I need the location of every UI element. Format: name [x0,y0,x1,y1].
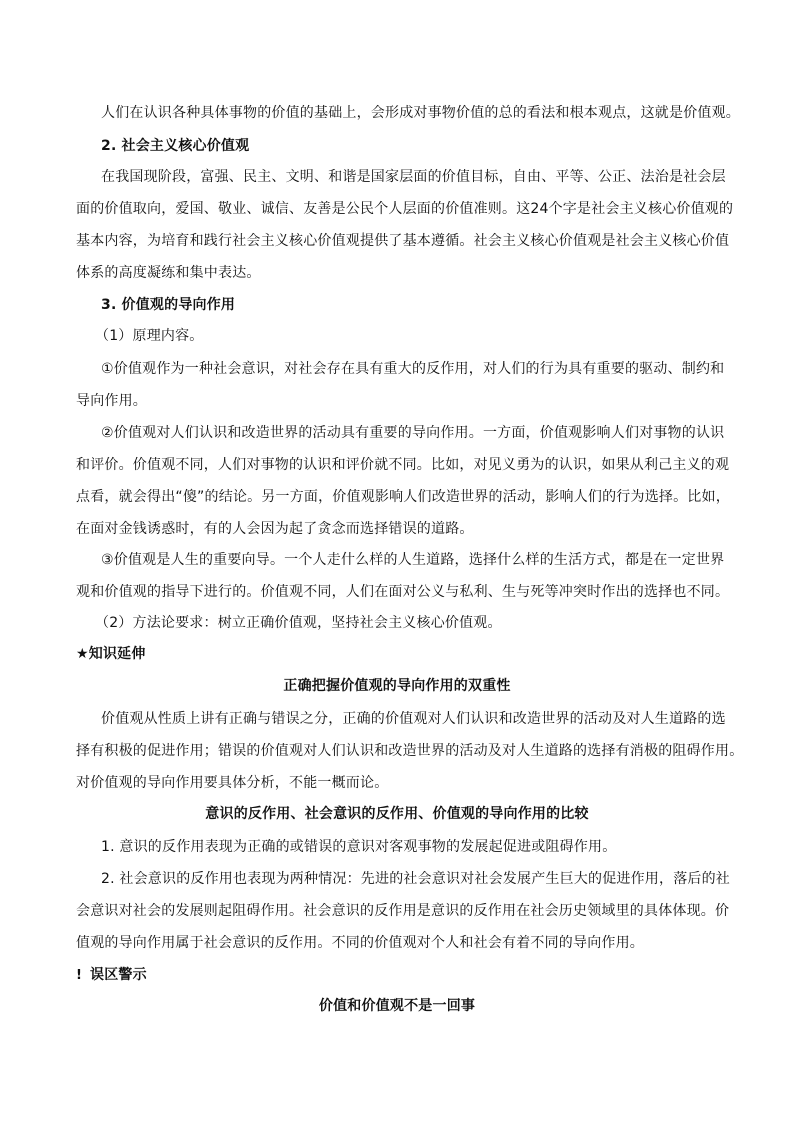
principle-point-2: 和评价。价值观不同，人们对事物的认识和评价就不同。比如，对见义勇为的认识，如果从利己主义的观 [76,457,730,473]
comparison-item-2: 2. 社会意识的反作用也表现为两种情况：先进的社会意识对社会发展产生巨大的促进作用，落后的社 [101,871,731,887]
misconception-warning-label [76,966,147,985]
extension-title-1: 正确把握价值观的导向作用的双重性 [283,678,511,694]
section-2-line: 体系的高度凝练和集中表达。 [76,265,261,281]
section-2-line: 在我国现阶段，富强、民主、文明、和谐是国家层面的价值目标，自由、平等、公正、法治是社会层 [101,169,726,185]
principle-point-2: 点看，就会得出“傻”的结论。另一方面，价值观影响人们改造世界的活动，影响人们的行为选择。比如， [76,489,730,505]
section-2-line: 面的价值取向，爱国、敬业、诚信、友善是公民个人层面的价值准则。这24个字是社会主义核心价值观的 [76,201,734,217]
extension-paragraph: 价值观从性质上讲有正确与错误之分，正确的价值观对人们认识和改造世界的活动及对人生道路的选 [101,711,726,727]
principle-point-3: ③价值观是人生的重要向导。一个人走什么样的人生道路，选择什么样的生活方式，都是在一定世界 [101,552,725,568]
intro-paragraph: 人们在认识各种具体事物的价值的基础上，会形成对事物价值的总的看法和根本观点，这就是价值观。 [101,105,740,121]
principle-subheading: （1）原理内容。 [95,328,204,344]
principle-point-1: 导向作用。 [76,393,147,409]
section-2-line: 基本内容，为培育和践行社会主义核心价值观提供了基本遵循。社会主义核心价值观是社会主义核心价值 [76,233,730,249]
section-3-heading: 3. 价值观的导向作用 [101,297,236,313]
comparison-item-2: 值观的导向作用属于社会意识的反作用。不同的价值观对个人和社会有着不同的导向作用。 [76,935,644,951]
warning-title: 价值和价值观不是一回事 [318,998,476,1014]
principle-point-2: ②价值观对人们认识和改造世界的活动具有重要的导向作用。一方面，价值观影响人们对事物的认识 [101,425,725,441]
comparison-item-2: 会意识对社会的发展则起阻碍作用。社会意识的反作用是意识的反作用在社会历史领域里的具体体现。价 [76,903,730,919]
warning-icon: ! [76,968,83,983]
comparison-item-1: 1. 意识的反作用表现为正确的或错误的意识对客观事物的发展起促进或阻碍作用。 [101,839,617,855]
extension-paragraph: 对价值观的导向作用要具体分析，不能一概而论。 [76,775,389,791]
principle-point-2: 在面对金钱诱惑时，有的人会因为起了贪念而选择错误的道路。 [76,521,474,537]
section-2-heading: 2. 社会主义核心价值观 [101,138,250,154]
extension-title-2: 意识的反作用、社会意识的反作用、价值观的导向作用的比较 [205,806,589,822]
principle-point-1: ①价值观作为一种社会意识，对社会存在具有重大的反作用，对人们的行为具有重要的驱动、制约和 [101,361,725,377]
methodology-line: （2）方法论要求：树立正确价值观，坚持社会主义核心价值观。 [95,615,502,631]
warning-label: 误区警示 [90,967,147,983]
knowledge-extension-label: ★知识延伸 [76,646,146,662]
extension-paragraph: 择有积极的促进作用；错误的价值观对人们认识和改造世界的活动及对人生道路的选择有消极的阻碍作用。 [76,743,744,759]
principle-point-3: 观和价值观的指导下进行的。价值观不同，人们在面对公义与私利、生与死等冲突时作出的选择也不同。 [76,584,730,600]
